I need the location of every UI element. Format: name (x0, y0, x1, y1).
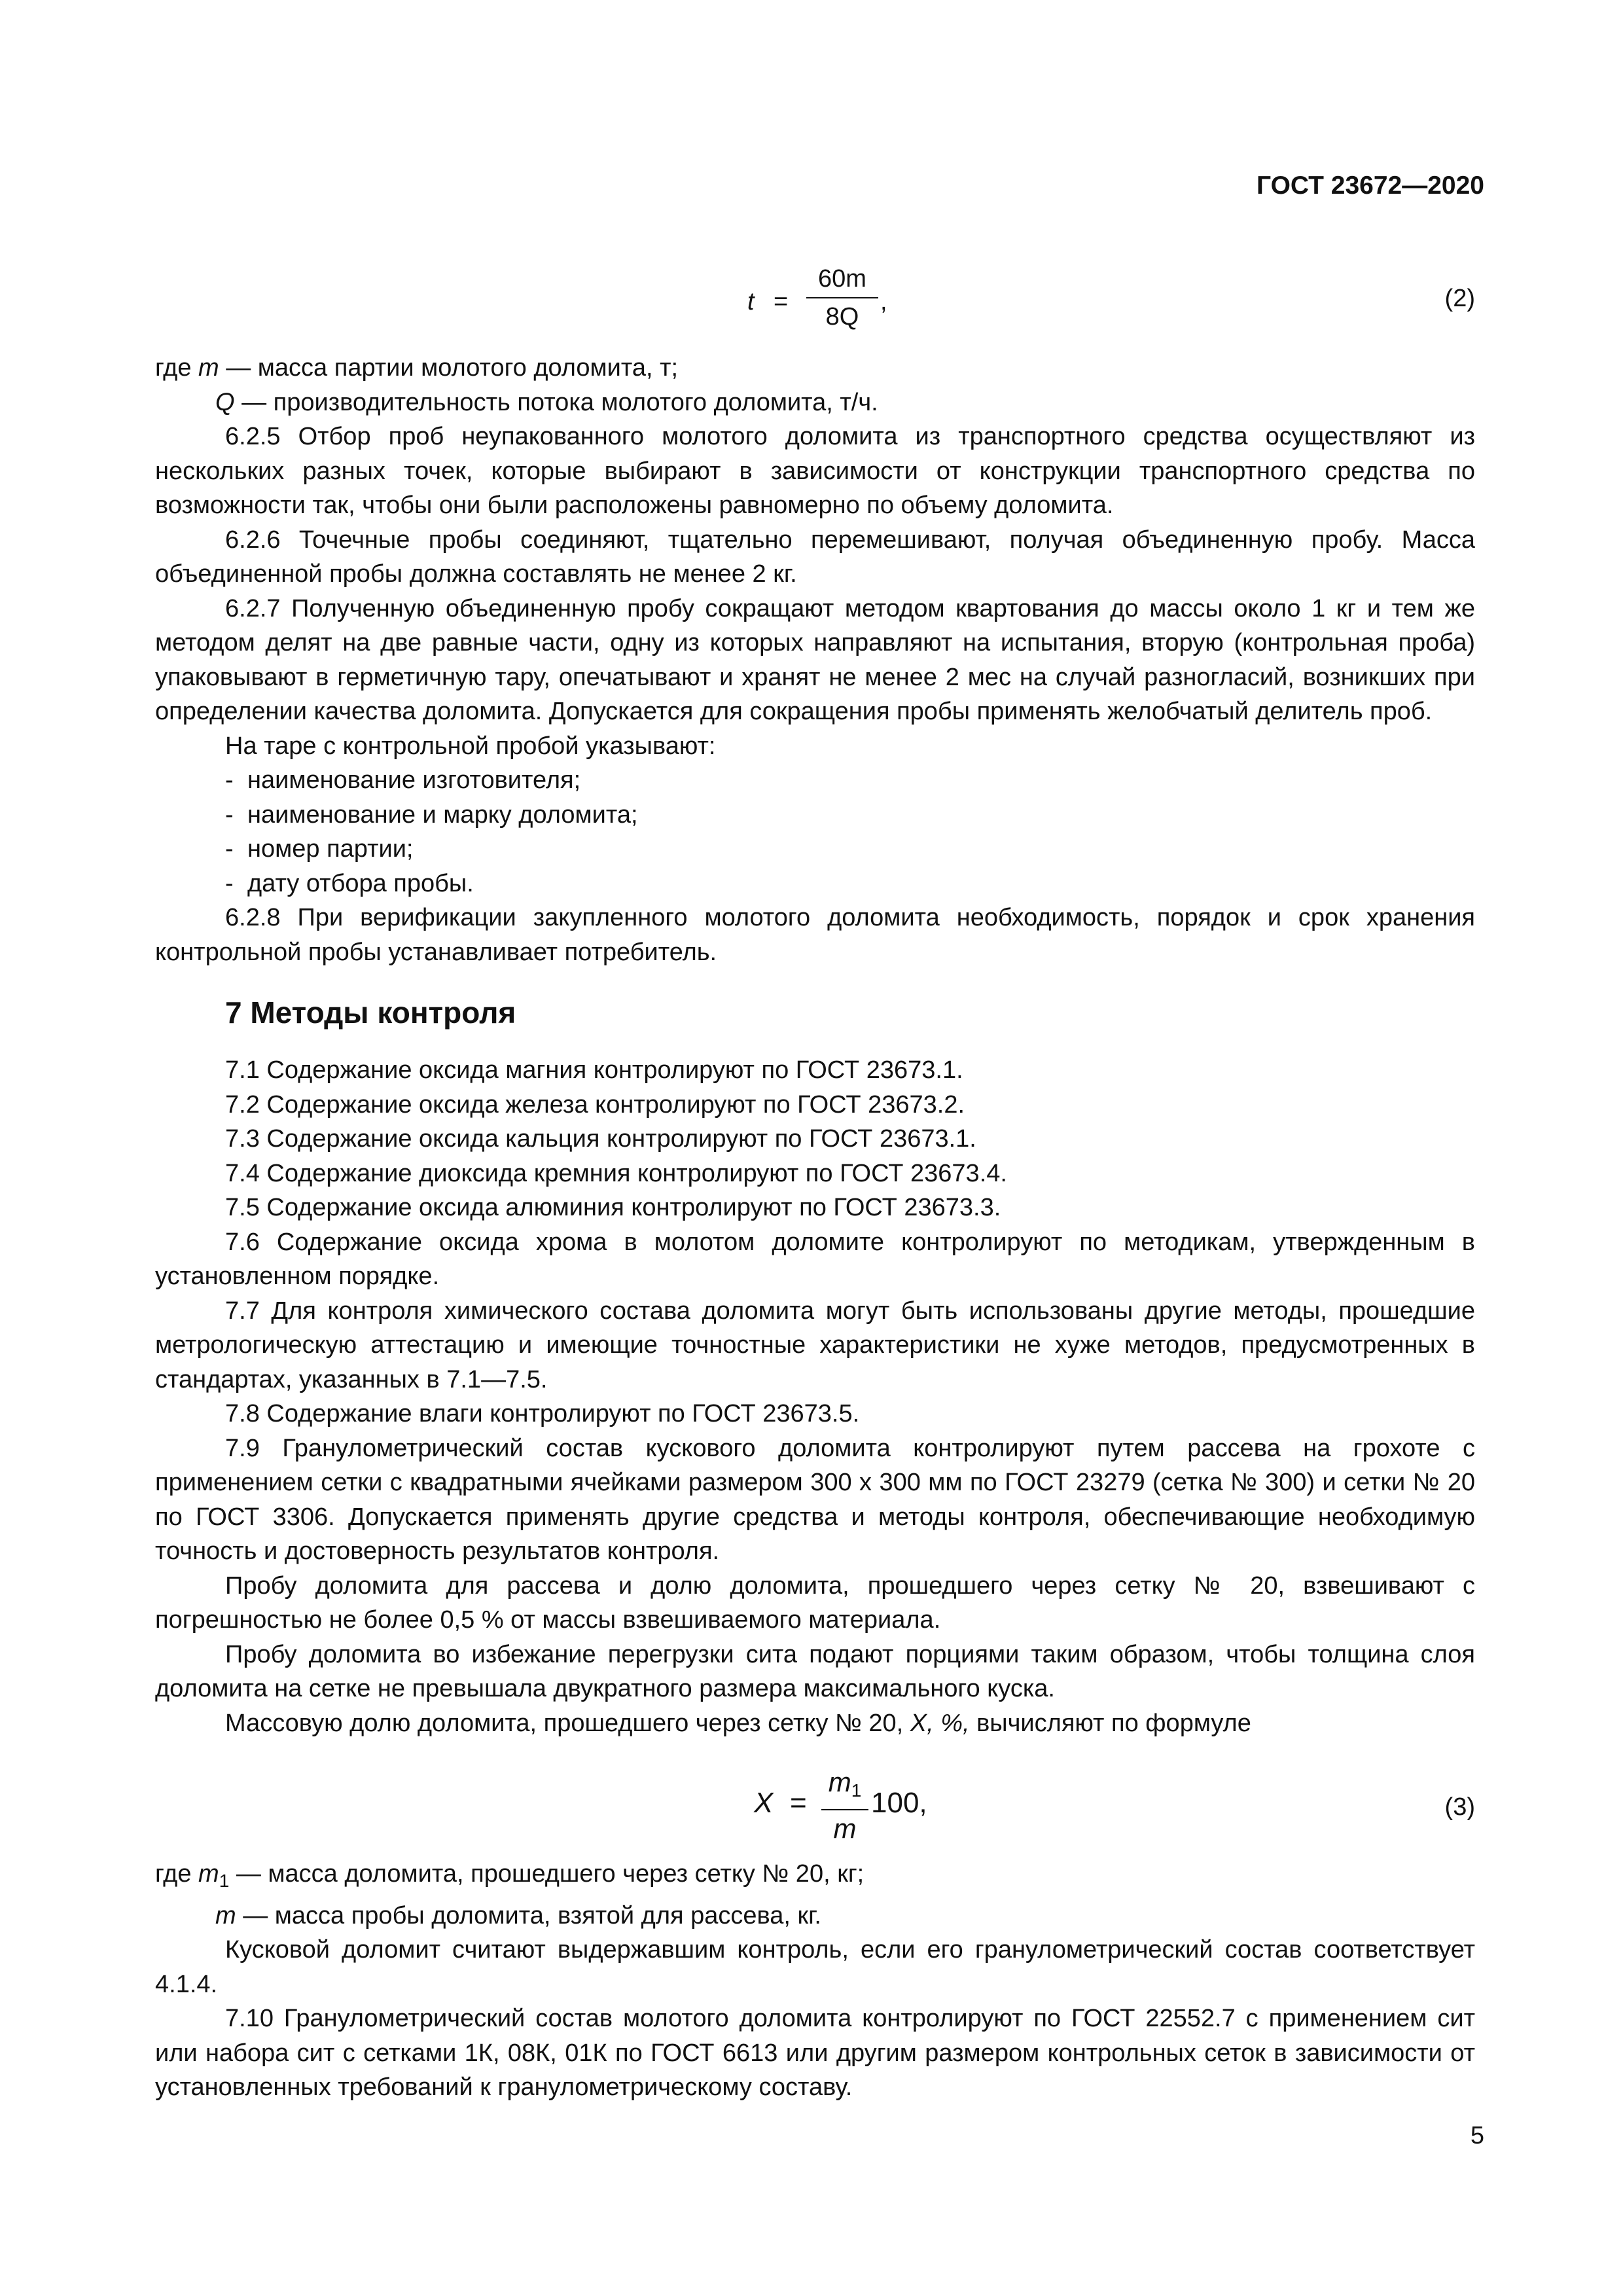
formula-2-numerator: 60m (818, 265, 866, 293)
paragraph-lump-dolomite: Кусковой доломит считают выдержавшим контроль, если его гранулометрический состав соответствует 4.1.4. (155, 1936, 1475, 1998)
where-line-q: Q — производительность потока молотого доломита, т/ч. (215, 388, 878, 416)
paragraph-7-7: 7.7 Для контроля химического состава доломита могут быть использованы другие методы, прошедшие метрологическую аттестацию и имеющие точностные характеристики не хуже методов, предусмотренных в стандартах, указанных в 7.1—7.5. (155, 1297, 1475, 1393)
paragraph-6-2-7: 6.2.7 Полученную объединенную пробу сокращают методом квартования до массы около 1 кг и тем же методом делят на две равные части, одну из которых направляют на испытания, вторую (контрольная проба) упаковывают в герметичную тару, опечатывают и хранят не менее 2 мес на случай разногласий, возникших при определении качества доломита. Допускается для сокращения пробы применять желобчатый делитель проб. (155, 594, 1475, 725)
list-item: - наименование и марку доломита; (225, 800, 638, 829)
list-item: - наименование изготовителя; (225, 766, 581, 794)
paragraph-7-4: 7.4 Содержание диоксида кремния контролируют по ГОСТ 23673.4. (225, 1159, 1007, 1187)
fraction-bar (821, 1809, 868, 1810)
formula-3-multiplier: 100, (871, 1787, 927, 1819)
paragraph-7-9: 7.9 Гранулометрический состав кускового доломита контролируют путем рассева на грохоте с применением сетки с квадратными ячейками размером 300 х 300 мм по ГОСТ 23279 (сетка № 300) и сетки № 20 по ГОСТ 3306. Допускается применять другие средства и методы контроля, обеспечивающие необходимую точность и достоверность результатов контроля. (155, 1434, 1475, 1565)
list-item: - дату отбора пробы. (225, 869, 474, 897)
formula-2-lhs: t (747, 288, 755, 315)
where-line-m1: где $m_1$ — масса доломита, прошедшего через сетку № 20, кг; (155, 1860, 865, 1891)
formula-2-fraction (806, 262, 878, 334)
formula-2-comma: , (880, 288, 887, 315)
formula-2 (155, 249, 1475, 351)
paragraph-7-6: 7.6 Содержание оксида хрома в молотом доломите контролируют по методикам, утвержденным в установленном порядке. (155, 1228, 1475, 1290)
where-line-m: m — масса пробы доломита, взятой для рассева, кг. (215, 1901, 821, 1929)
formula-3-denominator: m (833, 1813, 857, 1844)
paragraph-7-10: 7.10 Гранулометрический состав молотого доломита контролируют по ГОСТ 22552.7 с применением сит или набора сит с сетками 1К, 08К, 01К по ГОСТ 6613 или другим размером контрольных сеток в зависимости от установленных требований к гранулометрическому составу. (155, 2005, 1475, 2101)
paragraph-7-8: 7.8 Содержание влаги контролируют по ГОСТ 23673.5. (225, 1400, 860, 1427)
paragraph-label-intro: На таре с контрольной пробой указывают: (225, 732, 716, 760)
paragraph-6-2-5: 6.2.5 Отбор проб неупакованного молотого доломита из транспортного средства осуществляют из нескольких разных точек, которые выбирают в зависимости от конструкции транспортного средства по возможности так, чтобы они были расположены равномерно по объему доломита. (155, 423, 1475, 519)
paragraph-6-2-8: 6.2.8 При верификации закупленного молотого доломита необходимость, порядок и срок хранения контрольной пробы устанавливает потребитель. (155, 904, 1475, 966)
page-content (155, 249, 1475, 2105)
formula-3-fraction (821, 1765, 868, 1846)
paragraph-weighing: Пробу доломита для рассева и долю доломита, прошедшего через сетку № 20, взвешивают с погрешностью не более 0,5 % от массы взвешиваемого материала. (155, 1571, 1475, 1634)
paragraph-7-3: 7.3 Содержание оксида кальция контролируют по ГОСТ 23673.1. (225, 1125, 976, 1153)
where-line-m: где m — масса партии молотого доломита, т; (155, 354, 679, 382)
formula-2-equals: = (774, 288, 789, 315)
paragraph-7-5: 7.5 Содержание оксида алюминия контролируют по ГОСТ 23673.3. (225, 1194, 1001, 1221)
formula-2-denominator: 8Q (825, 303, 859, 331)
paragraph-portions: Пробу доломита во избежание перегрузки сита подают порциями таким образом, чтобы толщина слоя доломита на сетке не превышала двукратного размера максимального куска. (155, 1640, 1475, 1702)
section-7-heading: 7 Методы контроля (225, 996, 516, 1030)
document-id-header: ГОСТ 23672—2020 (1257, 171, 1484, 200)
list-item: - номер партии; (225, 835, 414, 863)
formula-3-equals: = (790, 1787, 807, 1819)
fraction-bar (806, 297, 878, 298)
paragraph-mass-fraction: Массовую долю доломита, прошедшего через сетку № 20, X, %, вычисляют по формуле (225, 1709, 1251, 1737)
formula-3-number: (3) (1444, 1793, 1475, 1821)
formula-2-number: (2) (1444, 285, 1475, 312)
formula-3-numerator: $m_1$ (828, 1767, 862, 1801)
paragraph-7-2: 7.2 Содержание оксида железа контролируют по ГОСТ 23673.2. (225, 1090, 965, 1119)
paragraph-6-2-6: 6.2.6 Точечные пробы соединяют, тщательно перемешивают, получая объединенную пробу. Масса объединенной пробы должна составлять не менее 2 кг. (155, 526, 1475, 588)
page-number: 5 (1470, 2122, 1484, 2149)
formula-3 (155, 1760, 1475, 1857)
paragraph-7-1: 7.1 Содержание оксида магния контролируют по ГОСТ 23673.1. (225, 1056, 963, 1084)
formula-3-lhs: X (754, 1787, 774, 1819)
